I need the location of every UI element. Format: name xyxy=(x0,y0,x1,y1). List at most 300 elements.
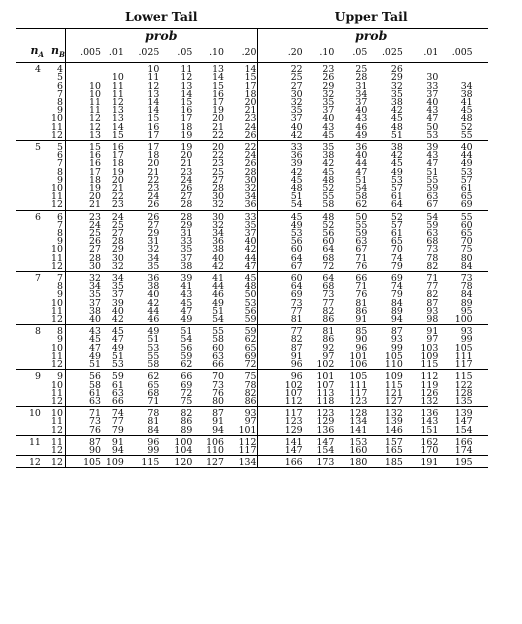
lower-value-cell: 94 xyxy=(212,424,224,436)
upper-value-cell: 45 xyxy=(290,211,303,223)
lower-value-cell: 86 xyxy=(180,416,193,428)
lower-value-cell: 12 xyxy=(111,97,124,108)
lower-value-cell: 21 xyxy=(212,121,224,133)
lower-value-cell: 22 xyxy=(111,191,124,203)
spacer xyxy=(473,447,488,456)
lower-value-cell: 39 xyxy=(111,297,124,309)
na-cell: 6 xyxy=(34,211,41,223)
upper-value-cell: 173 xyxy=(303,459,335,468)
spacer xyxy=(473,169,488,177)
spacer xyxy=(473,124,488,132)
lower-value-cell: 48 xyxy=(244,281,257,293)
lower-value-cell: 19 xyxy=(89,183,101,195)
table-row xyxy=(16,361,488,370)
column-separator xyxy=(257,447,270,456)
upper-alpha-header: .01 xyxy=(423,47,439,59)
nb-cell: 7 xyxy=(44,160,66,168)
spacer xyxy=(473,99,488,107)
na-cell xyxy=(16,177,44,185)
spacer xyxy=(473,152,488,160)
lower-value-cell: 34 xyxy=(111,273,124,285)
nb-cell: 12 xyxy=(44,427,66,436)
lower-value-cell: 26 xyxy=(147,211,160,223)
lower-value-cell: 20 xyxy=(180,150,193,162)
lower-value-cell: 53 xyxy=(147,342,160,354)
na-cell xyxy=(16,246,44,254)
upper-value-cell: 63 xyxy=(426,191,439,203)
upper-value-cell: 113 xyxy=(316,387,335,399)
table-body xyxy=(16,63,488,468)
upper-value-cell: 102 xyxy=(284,379,303,391)
spacer xyxy=(473,201,488,210)
lower-value-cell: 27 xyxy=(180,191,193,203)
upper-value-cell: 38 xyxy=(390,97,403,108)
spacer xyxy=(473,291,488,299)
upper-value-cell: 34 xyxy=(355,88,368,100)
upper-value-cell: 105 xyxy=(384,350,403,362)
upper-value-cell: 165 xyxy=(384,444,403,456)
lower-value-cell: 14 xyxy=(244,64,257,76)
table-row xyxy=(16,459,488,468)
upper-value-cell: 85 xyxy=(355,326,368,338)
na-cell xyxy=(16,193,44,201)
lower-value-cell: 28 xyxy=(111,236,124,248)
na-cell xyxy=(16,238,44,246)
upper-value-cell: 25 xyxy=(290,72,303,84)
upper-value-cell: 39 xyxy=(290,158,303,170)
lower-value-cell: 76 xyxy=(212,387,224,399)
upper-value-cell: 61 xyxy=(390,191,403,203)
lower-value-cell: 21 xyxy=(147,166,160,178)
upper-value-cell: 63 xyxy=(355,236,368,248)
lower-value-cell: 105 xyxy=(65,459,101,468)
lower-tail-heading: Lower Tail xyxy=(124,9,198,24)
na-cell xyxy=(16,255,44,263)
na-cell xyxy=(16,447,44,456)
upper-value-cell: 117 xyxy=(349,387,368,399)
spacer xyxy=(473,275,488,283)
upper-value-cell: 49 xyxy=(460,158,473,170)
na-column-header: $n_A$ xyxy=(30,44,44,60)
column-separator xyxy=(257,107,270,115)
lower-value-cell: 51 xyxy=(147,334,160,346)
upper-value-cell: 56 xyxy=(290,236,303,248)
upper-value-cell: 33 xyxy=(290,142,303,154)
column-separator xyxy=(257,353,270,361)
upper-value-cell: 65 xyxy=(390,236,403,248)
lower-value-cell: 84 xyxy=(147,424,160,436)
upper-value-cell: 51 xyxy=(355,174,368,186)
nb-cell: 10 xyxy=(44,345,66,353)
upper-value-cell: 57 xyxy=(390,219,403,231)
lower-value-cell: 58 xyxy=(89,379,101,391)
upper-value-cell: 52 xyxy=(322,219,335,231)
upper-value-cell: 54 xyxy=(355,183,368,195)
na-cell: 12 xyxy=(16,459,44,468)
upper-value-cell: 68 xyxy=(426,236,439,248)
upper-alpha-header: .10 xyxy=(319,47,335,59)
upper-value-cell: 154 xyxy=(316,444,335,456)
upper-value-cell: 22 xyxy=(290,64,303,76)
lower-value-cell: 15 xyxy=(244,72,257,84)
upper-value-cell: 84 xyxy=(390,297,403,309)
upper-value-cell: 127 xyxy=(384,395,403,407)
lower-value-cell: 19 xyxy=(212,105,224,117)
nb-cell: 11 xyxy=(44,353,66,361)
lower-value-cell: 91 xyxy=(212,416,224,428)
lower-alpha-header: .01 xyxy=(108,47,124,59)
column-separator xyxy=(257,99,270,107)
spacer xyxy=(473,144,488,152)
lower-value-cell: 62 xyxy=(180,359,193,371)
lower-value-cell: 30 xyxy=(111,252,124,264)
lower-value-cell: 90 xyxy=(89,444,101,456)
lower-value-cell: 82 xyxy=(180,408,193,420)
upper-value-cell: 143 xyxy=(420,416,439,428)
upper-value-cell: 31 xyxy=(355,80,368,92)
column-separator xyxy=(257,230,270,238)
upper-value-cell: 45 xyxy=(322,166,335,178)
column-separator xyxy=(257,336,270,344)
spacer xyxy=(473,316,488,325)
nb-cell: 10 xyxy=(44,246,66,254)
lower-value-cell: 43 xyxy=(180,289,193,301)
lower-value-cell: 16 xyxy=(147,121,160,133)
upper-prob-label: prob xyxy=(270,29,473,44)
upper-alpha-header: .20 xyxy=(287,47,303,59)
lower-value-cell: 23 xyxy=(180,166,193,178)
lower-value-cell: 42 xyxy=(147,297,160,309)
upper-value-cell: 32 xyxy=(290,97,303,108)
upper-value-cell: 82 xyxy=(322,305,335,317)
upper-value-cell: 146 xyxy=(384,424,403,436)
column-separator xyxy=(257,83,270,91)
lower-value-cell: 13 xyxy=(212,64,224,76)
upper-value-cell: 38 xyxy=(390,142,403,154)
nb-cell: 12 xyxy=(44,201,66,210)
lower-value-cell: 26 xyxy=(244,158,257,170)
lower-value-cell: 86 xyxy=(244,395,257,407)
na-cell xyxy=(16,201,44,210)
na-cell xyxy=(16,390,44,398)
lower-value-cell: 41 xyxy=(180,281,193,293)
upper-value-cell: 109 xyxy=(384,371,403,383)
lower-value-cell: 99 xyxy=(147,444,160,456)
nb-cell: 12 xyxy=(44,316,66,325)
upper-value-cell: 38 xyxy=(460,88,473,100)
table-row xyxy=(16,201,488,210)
column-separator xyxy=(257,214,270,222)
lower-value-cell: 31 xyxy=(180,228,193,240)
upper-value-cell: 111 xyxy=(349,379,368,391)
lower-value-cell: 62 xyxy=(244,334,257,346)
na-cell xyxy=(16,283,44,291)
lower-value-cell: 59 xyxy=(244,326,257,338)
upper-value-cell: 44 xyxy=(355,158,368,170)
upper-value-cell: 71 xyxy=(355,281,368,293)
lower-value-cell: 87 xyxy=(212,408,224,420)
column-separator xyxy=(257,316,270,325)
lower-value-cell: 109 xyxy=(101,459,124,468)
lower-value-cell: 10 xyxy=(147,64,160,76)
lower-value-cell: 34 xyxy=(89,281,101,293)
upper-value-cell: 136 xyxy=(316,424,335,436)
nb-cell: 8 xyxy=(44,328,66,336)
lower-value-cell: 56 xyxy=(180,342,193,354)
lower-value-cell: 115 xyxy=(124,459,160,468)
lower-value-cell: 56 xyxy=(244,305,257,317)
upper-value-cell: 100 xyxy=(454,314,473,326)
upper-value-cell: 66 xyxy=(355,273,368,285)
upper-value-cell: 73 xyxy=(426,244,439,256)
upper-value-cell: 65 xyxy=(460,191,473,203)
lower-value-cell: 63 xyxy=(111,387,124,399)
upper-value-cell: 86 xyxy=(322,314,335,326)
lower-value-cell: 60 xyxy=(212,342,224,354)
upper-value-cell: 77 xyxy=(426,281,439,293)
column-separator xyxy=(257,382,270,390)
lower-value-cell: 47 xyxy=(89,342,101,354)
column-separator xyxy=(257,115,270,123)
lower-value-cell: 10 xyxy=(111,72,124,84)
lower-value-cell: 29 xyxy=(147,228,160,240)
lower-value-cell: 47 xyxy=(244,260,257,272)
upper-value-cell: 97 xyxy=(426,334,439,346)
upper-value-cell: 82 xyxy=(290,334,303,346)
upper-value-cell: 28 xyxy=(355,72,368,84)
lower-value-cell: 50 xyxy=(244,289,257,301)
lower-value-cell: 26 xyxy=(147,199,160,211)
upper-value-cell: 94 xyxy=(390,314,403,326)
lower-value-cell: 46 xyxy=(147,314,160,326)
lower-value-cell: 68 xyxy=(147,387,160,399)
upper-value-cell: 60 xyxy=(322,236,335,248)
rank-sum-critical-values-table xyxy=(16,6,488,468)
upper-value-cell: 32 xyxy=(390,80,403,92)
lower-value-cell: 25 xyxy=(89,228,101,240)
upper-value-cell: 41 xyxy=(460,97,473,108)
nb-cell: 12 xyxy=(44,398,66,407)
nb-cell: 12 xyxy=(44,447,66,456)
lower-alpha-header: .20 xyxy=(241,47,257,59)
nb-cell: 11 xyxy=(44,193,66,201)
lower-value-cell: 65 xyxy=(147,379,160,391)
lower-value-cell: 45 xyxy=(111,326,124,338)
lower-value-cell: 11 xyxy=(111,80,124,92)
na-cell: 11 xyxy=(28,436,41,448)
lower-value-cell: 36 xyxy=(244,199,257,211)
lower-value-cell: 21 xyxy=(111,183,124,195)
lower-value-cell: 127 xyxy=(192,459,224,468)
nb-cell: 9 xyxy=(44,291,66,299)
upper-value-cell: 58 xyxy=(355,191,368,203)
lower-value-cell: 101 xyxy=(238,424,257,436)
nb-cell: 4 xyxy=(44,66,66,74)
upper-value-cell: 36 xyxy=(290,150,303,162)
upper-value-cell: 115 xyxy=(454,371,473,383)
upper-value-cell: 40 xyxy=(322,113,335,125)
lower-value-cell: 37 xyxy=(111,289,124,301)
lower-value-cell: 56 xyxy=(89,371,101,383)
column-separator xyxy=(257,398,270,407)
lower-value-cell: 24 xyxy=(111,211,124,223)
lower-value-cell: 40 xyxy=(89,314,101,326)
upper-value-cell: 115 xyxy=(420,359,439,371)
upper-value-cell: 82 xyxy=(426,289,439,301)
lower-value-cell: 14 xyxy=(147,97,160,108)
lower-value-cell: 13 xyxy=(147,88,160,100)
lower-value-cell: 45 xyxy=(89,334,101,346)
lower-value-cell: 76 xyxy=(89,424,101,436)
lower-value-cell: 33 xyxy=(180,236,193,248)
upper-value-cell: 26 xyxy=(390,64,403,76)
spacer xyxy=(473,230,488,238)
column-separator xyxy=(257,275,270,283)
na-cell xyxy=(16,115,44,123)
nb-cell: 9 xyxy=(44,177,66,185)
lower-value-cell: 24 xyxy=(89,219,101,231)
column-separator xyxy=(257,427,270,436)
upper-value-cell: 70 xyxy=(390,244,403,256)
upper-value-cell: 170 xyxy=(420,444,439,456)
upper-value-cell: 101 xyxy=(349,350,368,362)
upper-value-cell: 42 xyxy=(390,150,403,162)
upper-value-cell: 119 xyxy=(420,379,439,391)
lower-value-cell: 26 xyxy=(89,236,101,248)
lower-value-cell: 16 xyxy=(180,105,193,117)
column-separator xyxy=(257,255,270,263)
spacer xyxy=(473,410,488,418)
column-separator xyxy=(257,66,270,74)
upper-value-cell: 52 xyxy=(390,211,403,223)
lower-value-cell: 19 xyxy=(180,129,193,141)
na-cell xyxy=(16,427,44,436)
spacer xyxy=(473,427,488,436)
lower-value-cell: 18 xyxy=(147,150,160,162)
lower-value-cell: 10 xyxy=(89,80,101,92)
upper-value-cell: 30 xyxy=(426,72,439,84)
lower-value-cell: 25 xyxy=(111,219,124,231)
lower-value-cell: 49 xyxy=(180,314,193,326)
upper-value-cell: 126 xyxy=(420,387,439,399)
upper-value-cell: 71 xyxy=(355,252,368,264)
lower-value-cell: 72 xyxy=(244,359,257,371)
lower-value-cell: 59 xyxy=(111,371,124,383)
lower-value-cell: 17 xyxy=(147,142,160,154)
nb-cell: 7 xyxy=(44,91,66,99)
upper-value-cell: 191 xyxy=(403,459,439,468)
lower-value-cell: 42 xyxy=(212,260,224,272)
upper-value-cell: 47 xyxy=(426,113,439,125)
upper-value-cell: 93 xyxy=(390,334,403,346)
upper-value-cell: 86 xyxy=(355,305,368,317)
na-cell xyxy=(16,185,44,193)
upper-value-cell: 29 xyxy=(322,80,335,92)
lower-value-cell: 96 xyxy=(147,436,160,448)
upper-value-cell: 38 xyxy=(322,150,335,162)
na-cell xyxy=(16,382,44,390)
lower-value-cell: 78 xyxy=(244,379,257,391)
upper-value-cell: 42 xyxy=(290,129,303,141)
upper-value-cell: 64 xyxy=(322,273,335,285)
column-separator xyxy=(257,152,270,160)
nb-cell: 12 xyxy=(44,132,66,141)
table-row xyxy=(16,132,488,141)
lower-value-cell: 61 xyxy=(111,379,124,391)
upper-value-cell: 43 xyxy=(426,150,439,162)
upper-value-cell: 71 xyxy=(426,273,439,285)
upper-value-cell: 105 xyxy=(454,342,473,354)
upper-value-cell: 49 xyxy=(390,166,403,178)
lower-value-cell: 34 xyxy=(244,191,257,203)
upper-value-cell: 35 xyxy=(290,105,303,117)
upper-value-cell: 49 xyxy=(290,219,303,231)
upper-value-cell: 105 xyxy=(349,371,368,383)
lower-value-cell: 89 xyxy=(180,424,193,436)
lower-value-cell: 30 xyxy=(212,211,224,223)
lower-value-cell: 23 xyxy=(111,199,124,211)
lower-value-cell: 21 xyxy=(180,158,193,170)
lower-value-cell: 75 xyxy=(244,371,257,383)
spacer xyxy=(473,115,488,123)
nb-cell: 11 xyxy=(44,255,66,263)
upper-value-cell: 64 xyxy=(290,252,303,264)
na-cell: 5 xyxy=(34,142,41,154)
column-separator xyxy=(257,160,270,168)
lower-value-cell: 32 xyxy=(89,273,101,285)
column-separator xyxy=(257,124,270,132)
upper-value-cell: 67 xyxy=(426,199,439,211)
nb-cell: 11 xyxy=(44,418,66,426)
upper-value-cell: 45 xyxy=(322,129,335,141)
upper-value-cell: 123 xyxy=(316,408,335,420)
upper-value-cell: 74 xyxy=(390,252,403,264)
upper-value-cell: 52 xyxy=(460,121,473,133)
upper-value-cell: 27 xyxy=(290,80,303,92)
upper-value-cell: 79 xyxy=(390,289,403,301)
lower-value-cell: 23 xyxy=(244,113,257,125)
lower-value-cell: 32 xyxy=(147,244,160,256)
lower-value-cell: 23 xyxy=(147,183,160,195)
spacer xyxy=(473,160,488,168)
lower-value-cell: 17 xyxy=(212,97,224,108)
na-cell: 7 xyxy=(34,273,41,285)
lower-value-cell: 42 xyxy=(111,314,124,326)
upper-value-cell: 69 xyxy=(290,289,303,301)
upper-value-cell: 96 xyxy=(290,371,303,383)
upper-value-cell: 89 xyxy=(460,297,473,309)
upper-value-cell: 91 xyxy=(426,326,439,338)
upper-value-cell: 58 xyxy=(322,199,335,211)
spacer xyxy=(473,345,488,353)
upper-value-cell: 117 xyxy=(284,408,303,420)
lower-value-cell: 18 xyxy=(180,121,193,133)
upper-value-cell: 99 xyxy=(460,334,473,346)
na-cell xyxy=(16,291,44,299)
table-row xyxy=(16,316,488,325)
upper-value-cell: 101 xyxy=(316,371,335,383)
lower-value-cell: 38 xyxy=(180,260,193,272)
upper-value-cell: 70 xyxy=(460,236,473,248)
upper-value-cell: 106 xyxy=(349,359,368,371)
spacer xyxy=(473,336,488,344)
nb-cell: 10 xyxy=(44,410,66,418)
lower-value-cell: 55 xyxy=(147,350,160,362)
spacer xyxy=(473,373,488,381)
lower-value-cell: 94 xyxy=(111,444,124,456)
upper-value-cell: 139 xyxy=(384,416,403,428)
lower-value-cell: 35 xyxy=(244,219,257,231)
